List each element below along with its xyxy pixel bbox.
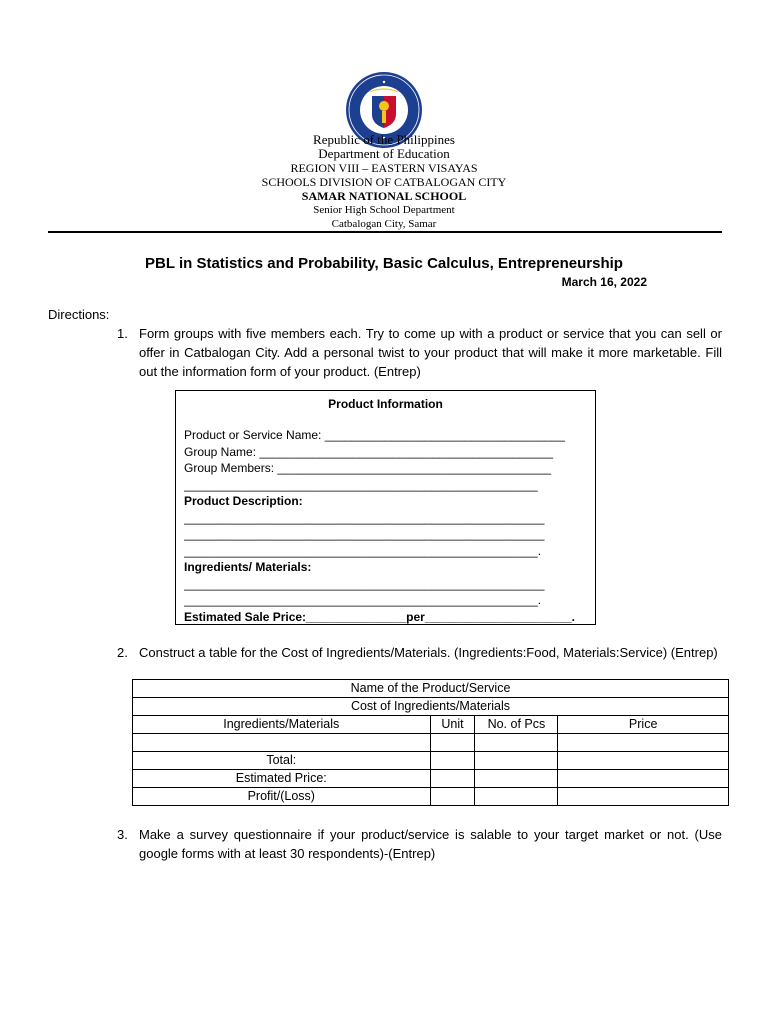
table-cell [475,788,558,806]
table-cell [558,734,729,752]
product-name-cell: Name of the Product/Service [133,680,729,698]
table-cell [133,734,431,752]
table-cell [430,734,475,752]
direction-item-1 [117,324,722,381]
form-group-name-line: Group Name: ____________________________________________ [184,444,554,459]
table-row [133,752,729,770]
table-row [133,680,729,698]
table-cell [475,734,558,752]
header-price: Price [558,716,729,734]
table-header-row [133,716,729,734]
header-ingredients: Ingredients/Materials [133,716,431,734]
header-division: SCHOOLS DIVISION OF CATBALOGAN CITY [261,175,507,189]
estimated-price-label: Estimated Price: [133,770,431,788]
cost-heading-cell: Cost of Ingredients/Materials [133,698,729,716]
item-text: Make a survey questionnaire if your product/service is salable to your target market or not. (Use google forms with at least 30 respondents)-(Entrep) [139,827,722,861]
form-blank-line: ______________________________________________________ [184,527,545,541]
form-product-name-line: Product or Service Name: ____________________________________ [184,428,565,442]
header-divider [48,231,722,233]
form-product-description-label: Product Description: [184,494,303,508]
table-cell [558,770,729,788]
table-row [133,788,729,806]
header-location: Catbalogan City, Samar [331,218,437,230]
table-cell [430,752,475,770]
form-blank-line: ______________________________________________________ [184,576,545,591]
table-row [133,698,729,716]
header-pcs: No. of Pcs [475,716,558,734]
table-row [133,770,729,788]
document-date: March 16, 2022 [561,275,647,289]
direction-item-2 [117,643,722,662]
header-school: SAMAR NATIONAL SCHOOL [301,189,467,203]
form-estimated-price-line: Estimated Sale Price:_______________per______________________. [184,609,575,624]
table-cell [430,788,475,806]
item-text: Form groups with five members each. Try to come up with a product or service that you can sell or offer in Catbalogan City. Add a personal twist to your product that will make it more marketable. Fill out the information form of your product. (Entrep) [139,326,722,379]
form-blank-line: ______________________________________________________ [184,510,545,525]
direction-item-3 [117,825,722,863]
item-text: Construct a table for the Cost of Ingredients/Materials. (Ingredients:Food, Materials:Service) (Entrep) [139,645,718,660]
header-country: Republic of the Philippines [313,132,455,147]
form-blank-line: _____________________________________________________ [184,477,538,492]
product-information-form [175,390,596,625]
cost-table [132,679,729,806]
header-unit: Unit [430,716,475,734]
table-cell [558,788,729,806]
form-group-members-line: Group Members: _________________________________________ [184,461,551,475]
form-title: Product Information [328,397,443,411]
document-title: PBL in Statistics and Probability, Basic Calculus, Entrepreneurship [145,255,623,272]
form-blank-line: _____________________________________________________. [184,543,542,558]
item-number: 3. [117,827,128,842]
directions-label: Directions: [48,307,110,322]
table-row [133,734,729,752]
item-number: 1. [117,326,128,341]
table-cell [475,752,558,770]
item-number: 2. [117,645,128,660]
table-cell [430,770,475,788]
header-department-shs: Senior High School Department [313,204,455,216]
letterhead [0,133,768,231]
form-blank-line: _____________________________________________________. [184,593,542,607]
form-ingredients-label: Ingredients/ Materials: [184,560,312,574]
header-department: Department of Education [318,146,450,161]
header-region: REGION VIII – EASTERN VISAYAS [290,161,478,175]
table-cell [475,770,558,788]
profit-loss-label: Profit/(Loss) [133,788,431,806]
table-cell [558,752,729,770]
total-label: Total: [133,752,431,770]
